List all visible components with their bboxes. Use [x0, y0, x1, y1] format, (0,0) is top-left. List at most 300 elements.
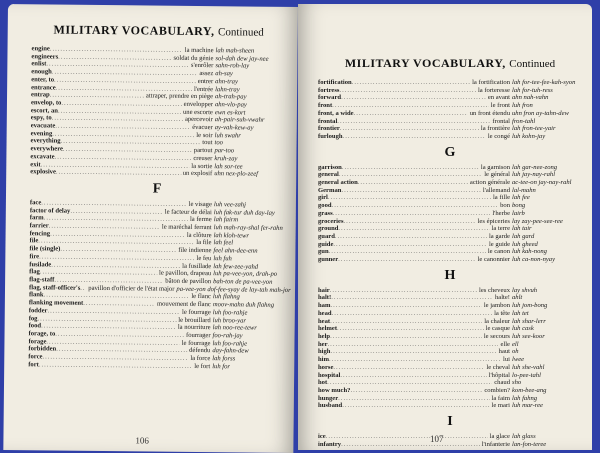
- pronunciation: luh kohn-jay: [512, 132, 546, 140]
- vocab-entry: [318, 364, 582, 372]
- pronunciation: luh jay-nay-rahl: [512, 171, 556, 179]
- letter-section: [318, 79, 582, 141]
- pronunciation: lairb: [512, 209, 525, 217]
- french-term: attraper, prendre en piège: [145, 92, 214, 101]
- pronunciation: ell: [512, 340, 519, 348]
- pronunciation: lah fahng: [512, 394, 538, 402]
- french-term: bon: [500, 202, 510, 210]
- pronunciation: lah feel: [213, 239, 234, 247]
- leader-dots: [335, 233, 487, 241]
- vocab-entry: [318, 125, 582, 133]
- french-term: action générale: [469, 179, 510, 187]
- english-term: garrison: [318, 163, 342, 171]
- english-term: general action: [318, 179, 358, 187]
- vocab-list-right: [318, 79, 582, 448]
- pronunciation: lah tair: [512, 225, 532, 233]
- vocab-entry: [318, 133, 582, 141]
- left-page: [3, 4, 298, 453]
- french-term: combien?: [484, 386, 510, 394]
- english-term: groceries: [318, 217, 344, 225]
- leader-dots: [332, 102, 489, 110]
- pronunciation: par-too: [214, 147, 235, 155]
- french-term: apercevoir: [184, 116, 213, 124]
- pronunciation: lah tet: [512, 309, 529, 317]
- french-term: la glace: [489, 433, 510, 441]
- pronunciation: lah forss: [212, 355, 236, 363]
- pronunciation: ahn nah-vahn: [512, 94, 549, 102]
- vocab-entry: [318, 110, 582, 118]
- french-term: la fille: [492, 194, 510, 202]
- pronunciation: luh foo-rahje: [212, 308, 248, 317]
- french-term: le soir: [196, 131, 213, 139]
- english-term: general: [318, 171, 339, 179]
- english-term: forbidden: [28, 345, 57, 353]
- pronunciation: luh see-koor: [512, 332, 545, 340]
- french-term: tout: [202, 139, 213, 147]
- pronunciation: luh she-vahl: [512, 363, 545, 371]
- vocab-list-left: [28, 45, 291, 371]
- english-term: German: [318, 186, 342, 194]
- vocab-entry: [318, 356, 582, 364]
- vocab-entry: [318, 187, 582, 195]
- english-term: face: [29, 199, 42, 207]
- french-term: la fortification: [472, 79, 510, 86]
- pronunciation: lah fairm: [213, 216, 239, 224]
- french-term: la terre: [491, 225, 510, 233]
- english-term: factor of delay: [29, 206, 71, 215]
- page-number: 106: [135, 435, 149, 446]
- english-term: entrap: [31, 91, 50, 99]
- leader-dots: [329, 356, 501, 364]
- leader-dots: [328, 341, 499, 349]
- page-header: [32, 22, 286, 40]
- english-term: farrier: [29, 222, 49, 230]
- pronunciation: foo-rah-jay: [212, 332, 243, 340]
- pronunciation: lah fron-tee-yair: [512, 125, 556, 133]
- french-term: creuser: [193, 154, 213, 162]
- french-term: le fort: [194, 362, 211, 370]
- french-term: les cheveux: [479, 286, 510, 294]
- english-term: hair: [318, 286, 330, 294]
- pronunciation: uhn fron ay-tahn-dew: [512, 109, 569, 117]
- section-letter: F: [152, 181, 162, 197]
- leader-dots: [358, 179, 468, 187]
- pronunciation: lah fee: [512, 194, 530, 202]
- french-term: le fourrage: [181, 339, 211, 347]
- english-term: fodder: [28, 307, 48, 315]
- vocab-entry: [318, 171, 582, 179]
- vocab-entry: [318, 402, 582, 410]
- vocab-entry: [318, 225, 582, 233]
- vocab-entry: [318, 87, 582, 95]
- english-term: ice: [318, 433, 326, 441]
- english-term: everything: [30, 137, 61, 145]
- french-term: l'infanterie: [481, 440, 510, 448]
- vocab-entry: [318, 441, 582, 449]
- french-term: la machine: [184, 46, 214, 55]
- english-term: fencing: [29, 230, 51, 238]
- vocab-entry: [318, 294, 582, 302]
- french-term: la faim: [491, 394, 510, 402]
- english-term: enter, to: [31, 76, 55, 84]
- english-term: evacuate: [30, 122, 56, 130]
- pronunciation: ewn es-kort: [214, 108, 246, 117]
- leader-dots: [354, 110, 468, 118]
- leader-dots: [337, 118, 490, 126]
- english-term: excavate: [30, 153, 55, 161]
- french-term: évacuer: [192, 123, 213, 132]
- french-term: la nourriture: [177, 323, 211, 332]
- english-term: furlough: [318, 132, 343, 140]
- header-continued: Continued: [217, 26, 264, 39]
- leader-dots: [330, 333, 482, 341]
- pronunciation: luh ca-non-nyay: [512, 256, 556, 264]
- leader-dots: [343, 133, 486, 141]
- english-term: escort, an: [30, 106, 59, 115]
- leader-dots: [326, 433, 488, 441]
- english-term: enough: [31, 68, 52, 76]
- leader-dots: [338, 225, 489, 233]
- english-term: envelop, to: [30, 99, 62, 107]
- pronunciation: luh fron: [512, 102, 533, 110]
- vocab-entry: [318, 302, 582, 310]
- french-term: envelopper: [183, 100, 213, 109]
- french-term: le pavillon, drapeau: [158, 269, 212, 278]
- french-term: frontal: [492, 117, 510, 125]
- french-term: la fusillade: [182, 262, 212, 270]
- english-term: front: [318, 102, 333, 110]
- french-term: mouvement de flanc: [156, 300, 211, 309]
- vocab-entry: [30, 168, 284, 178]
- pronunciation: lay zay-pee-see-ree: [512, 217, 563, 225]
- english-term: how much?: [318, 386, 351, 394]
- english-term: him: [318, 356, 329, 364]
- leader-dots: [327, 379, 492, 387]
- english-term: girl: [318, 194, 328, 202]
- english-term: good: [318, 202, 332, 210]
- french-term: la garnison: [480, 163, 510, 171]
- french-term: le brouillard: [178, 316, 211, 324]
- pronunciation: ay-vah-kew-ay: [214, 124, 254, 132]
- french-term: une escorte: [182, 108, 213, 116]
- vocab-entry: [318, 94, 582, 102]
- pronunciation: luh foo-rahje: [212, 339, 248, 348]
- english-term: engine: [31, 45, 50, 53]
- leader-dots: [330, 318, 482, 326]
- pronunciation: sol-dah dew jay-nee: [215, 54, 269, 63]
- pronunciation: oh: [512, 348, 519, 356]
- leader-dots: [332, 310, 493, 318]
- english-term: fusilade: [29, 260, 52, 269]
- french-term: le facteur de délai: [164, 208, 212, 216]
- vocab-entry: [318, 287, 582, 295]
- french-term: le secours: [483, 332, 510, 340]
- page-header: [318, 56, 582, 71]
- vocab-entry: [318, 379, 582, 387]
- leader-dots: [339, 87, 475, 95]
- open-book: [8, 4, 592, 450]
- french-term: le maréchal ferrant: [161, 223, 212, 232]
- english-term: everywhere: [30, 145, 63, 153]
- vocab-entry: [318, 118, 582, 126]
- french-term: la sortie: [191, 162, 213, 170]
- pronunciation: lan-fon-teree: [512, 440, 547, 448]
- pronunciation: moov-mahn duh flahng: [212, 301, 275, 309]
- leader-dots: [332, 202, 499, 210]
- pronunciation: kom-bee-ang: [512, 386, 547, 394]
- vocab-entry: [318, 164, 582, 172]
- leader-dots: [56, 169, 181, 178]
- english-term: fog: [28, 314, 38, 322]
- vocab-entry: [318, 325, 582, 333]
- vocab-entry: [318, 79, 582, 87]
- french-term: un explosif: [182, 170, 213, 178]
- french-term: le général: [484, 171, 510, 179]
- leader-dots: [341, 441, 480, 449]
- letter-section: [28, 180, 291, 371]
- pronunciation: ah-say: [215, 70, 233, 78]
- english-term: gun: [318, 248, 329, 256]
- french-term: haut: [498, 348, 510, 356]
- french-term: défendu: [189, 347, 211, 355]
- english-term: helmet: [318, 325, 338, 333]
- english-term: horse: [318, 363, 334, 371]
- english-term: hunger: [318, 394, 339, 402]
- english-term: hot: [318, 379, 328, 387]
- english-term: flag: [29, 268, 40, 276]
- leader-dots: [340, 125, 479, 133]
- leader-dots: [350, 387, 482, 395]
- english-term: fire: [29, 253, 40, 261]
- vocab-entry: [318, 102, 582, 110]
- french-term: halte!: [494, 294, 510, 302]
- english-term: infantry: [318, 440, 342, 448]
- leader-dots: [338, 256, 475, 264]
- pronunciation: luh fak-tur duh day-lay: [213, 208, 275, 217]
- french-term: l'allemand: [482, 186, 510, 194]
- pronunciation: pa-vee-yon dof-fee-syay de lay-tah mah-jor: [176, 285, 291, 294]
- pronunciation: luh vee-zahj: [213, 201, 246, 209]
- english-term: enlist: [31, 60, 47, 68]
- vocab-entry: [318, 233, 582, 241]
- pronunciation: uhn nex-plo-zeef: [214, 170, 259, 178]
- french-term: assez: [199, 70, 214, 78]
- english-term: frontal: [318, 117, 338, 125]
- vocab-entry: [318, 387, 582, 395]
- english-term: frontier: [318, 125, 340, 133]
- english-term: heat: [318, 317, 331, 325]
- french-term: s'enrôler: [190, 62, 214, 70]
- vocab-entry: [318, 218, 582, 226]
- leader-dots: [341, 187, 480, 195]
- leader-dots: [333, 364, 484, 372]
- english-term: head: [318, 309, 332, 317]
- leader-dots: [341, 94, 486, 102]
- section-letter: I: [447, 414, 453, 430]
- english-term: her: [318, 340, 328, 348]
- english-term: ground: [318, 225, 339, 233]
- pronunciation: lwee: [512, 356, 525, 364]
- pronunciation: ahn-vlo-pay: [214, 101, 247, 109]
- vocab-entry: [318, 194, 582, 202]
- pronunciation: luh swahr: [214, 131, 241, 140]
- vocab-entry: [318, 341, 582, 349]
- french-term: l'hôpital: [488, 371, 510, 379]
- english-term: farm: [29, 214, 44, 222]
- leader-dots: [342, 164, 479, 172]
- vocab-entry: [318, 348, 582, 356]
- pronunciation: bong: [512, 202, 526, 210]
- french-term: le flanc: [191, 293, 211, 301]
- french-term: lui: [503, 356, 510, 364]
- pronunciation: too: [214, 139, 224, 147]
- leader-dots: [331, 294, 493, 302]
- pronunciation: bah-ton de pa-vee-yon: [213, 278, 273, 286]
- vocab-entry: [318, 210, 582, 218]
- leader-dots: [39, 361, 193, 370]
- pronunciation: luh jom-bong: [512, 302, 548, 310]
- english-term: flag, staff-officer's: [28, 283, 81, 292]
- english-term: food: [28, 322, 42, 330]
- french-term: le guide: [488, 240, 510, 248]
- french-term: le feu: [196, 254, 212, 263]
- pronunciation: luh pa-vee-yon, drah-po: [213, 270, 278, 279]
- letter-section: [30, 45, 285, 179]
- french-term: le casque: [485, 325, 510, 333]
- french-term: l'entrée: [193, 85, 214, 93]
- english-term: flanking movement: [28, 299, 84, 307]
- letter-section: [318, 414, 582, 448]
- french-term: la chaleur: [484, 317, 510, 325]
- pronunciation: luh fuh: [213, 255, 232, 263]
- english-term: fortification: [318, 79, 352, 86]
- french-term: la ferme: [189, 216, 212, 224]
- pronunciation: sho: [512, 379, 522, 387]
- leader-dots: [352, 79, 470, 87]
- english-term: forage, to: [28, 330, 56, 338]
- french-term: la force: [190, 354, 211, 363]
- english-term: grass: [318, 209, 333, 217]
- english-term: fortress: [318, 86, 340, 94]
- english-term: espy, to: [30, 114, 52, 122]
- leader-dots: [330, 287, 477, 295]
- english-term: flank: [28, 291, 44, 299]
- header-title: MILITARY VOCABULARY,: [53, 22, 215, 39]
- english-term: fort: [28, 360, 39, 369]
- header-continued: Continued: [509, 58, 556, 70]
- vocab-entry: [28, 361, 282, 371]
- pronunciation: lah for-tee-fee-kah-syon: [512, 79, 576, 86]
- vocab-entry: [318, 256, 582, 264]
- pronunciation: ahlt: [512, 294, 523, 302]
- vocab-entry: [318, 333, 582, 341]
- english-term: exit: [30, 160, 41, 168]
- french-term: la forteresse: [477, 86, 510, 94]
- pronunciation: lah sor-tee: [214, 162, 243, 171]
- french-term: la file: [196, 239, 212, 247]
- vocab-entry: [318, 372, 582, 380]
- pronunciation: lah noo-ree-tewr: [212, 324, 257, 332]
- english-term: guard: [318, 232, 335, 240]
- english-term: flag-staff: [29, 276, 55, 284]
- pronunciation: lah few-zee-yahd: [213, 262, 259, 271]
- french-term: la garde: [488, 232, 510, 240]
- vocab-entry: [318, 202, 582, 210]
- pronunciation: lo-pee-tahl: [512, 371, 541, 379]
- french-term: entrer: [197, 77, 214, 85]
- leader-dots: [340, 372, 486, 380]
- leader-dots: [339, 171, 482, 179]
- french-term: les épiceries: [477, 217, 510, 225]
- english-term: forage: [28, 337, 47, 346]
- leader-dots: [328, 194, 491, 202]
- vocab-entry: [318, 241, 582, 249]
- pronunciation: luh mar-ree: [512, 402, 543, 410]
- french-term: un front étendu: [469, 109, 510, 117]
- english-term: guide: [318, 240, 334, 248]
- english-term: force: [28, 353, 43, 361]
- pronunciation: luh cask: [512, 325, 534, 333]
- pronunciation: lal-mahn: [512, 186, 536, 194]
- french-term: l'herbe: [492, 209, 510, 217]
- pronunciation: feel ahn-dee-enn: [213, 247, 258, 255]
- vocab-entry: [318, 310, 582, 318]
- pronunciation: luh broo-yar: [212, 316, 247, 325]
- letter-section: [318, 268, 582, 410]
- english-term: gunner: [318, 256, 339, 264]
- french-term: pavillon d'officier de l'état major: [88, 284, 175, 293]
- english-term: engineers: [31, 52, 59, 61]
- french-term: la frontière: [480, 125, 510, 133]
- english-term: file: [29, 237, 39, 245]
- pronunciation: luh for: [212, 362, 231, 371]
- section-letter: H: [444, 267, 456, 283]
- english-term: explosive: [30, 168, 56, 176]
- vocab-entry: [318, 395, 582, 403]
- pronunciation: luh kah-nong: [512, 248, 547, 256]
- leader-dots: [330, 348, 496, 356]
- leader-dots: [342, 402, 489, 410]
- english-term: halt!: [318, 294, 332, 302]
- english-term: husband: [318, 402, 343, 410]
- french-term: le front: [490, 102, 510, 110]
- pronunciation: luh flahng: [212, 293, 240, 301]
- french-term: le visage: [188, 200, 212, 209]
- french-term: la tête: [494, 309, 510, 317]
- leader-dots: [338, 395, 489, 403]
- letter-section: [318, 145, 582, 264]
- french-term: chaud: [494, 379, 510, 387]
- right-page: [298, 4, 592, 450]
- leader-dots: [344, 218, 476, 226]
- pronunciation: sahn-roh-lay: [215, 62, 250, 70]
- section-letter: G: [444, 144, 456, 160]
- french-term: bâton de pavillon: [165, 277, 212, 286]
- pronunciation: ah-trah-pay: [215, 93, 247, 101]
- header-title: MILITARY VOCABULARY,: [344, 56, 506, 70]
- pronunciation: luh mah-ray-shal fer-rahn: [213, 224, 283, 232]
- english-term: forward: [318, 94, 342, 102]
- vocab-entry: [318, 318, 582, 326]
- leader-dots: [329, 248, 486, 256]
- vocab-entry: [318, 433, 582, 441]
- english-term: high: [318, 348, 331, 356]
- pronunciation: lah kloh-tewr: [213, 231, 249, 240]
- pronunciation: ahn-tray: [215, 77, 238, 86]
- french-term: elle: [500, 340, 510, 348]
- english-term: evening: [30, 129, 53, 138]
- english-term: entrance: [31, 83, 56, 92]
